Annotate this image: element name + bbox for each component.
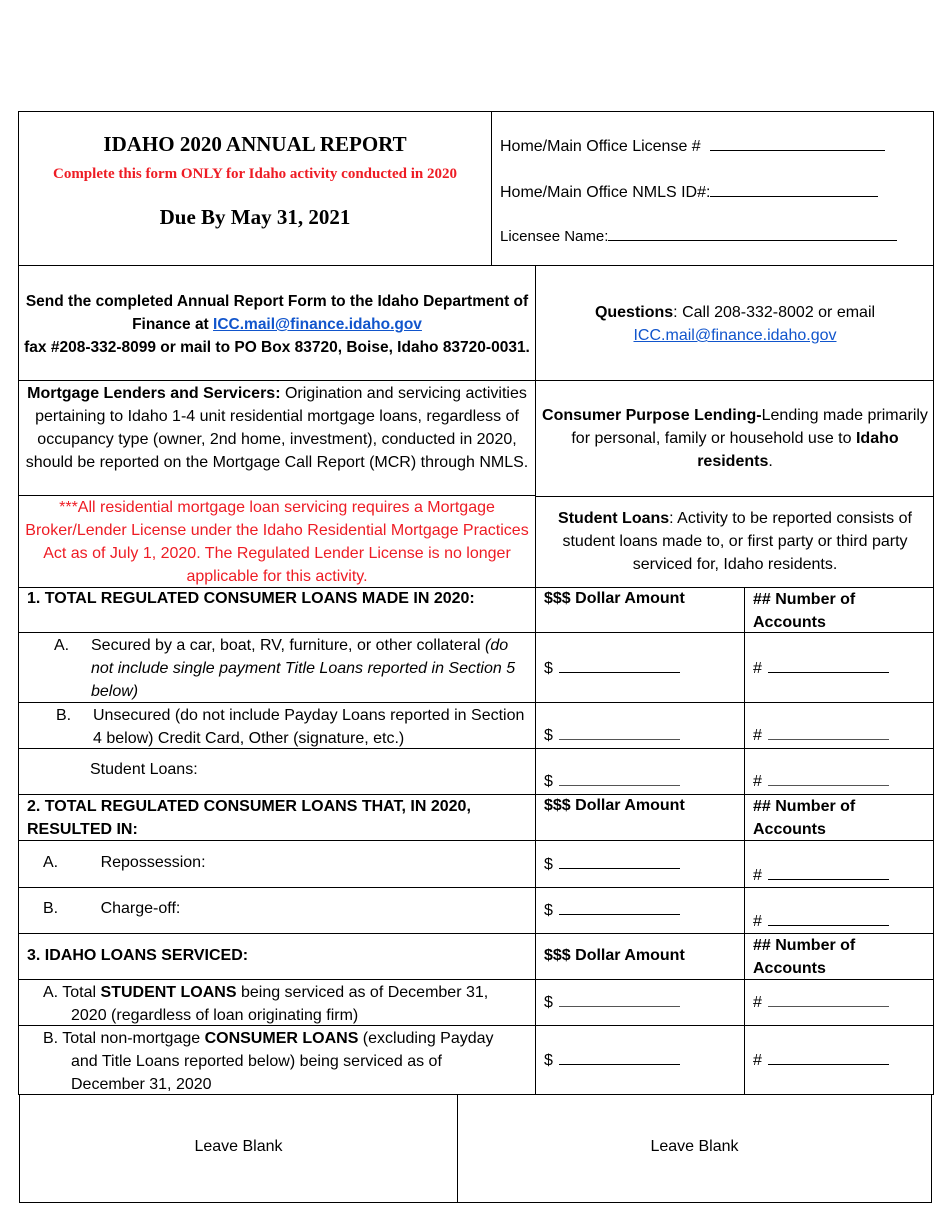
questions-email-link[interactable]: ICC.mail@finance.idaho.gov (633, 327, 837, 344)
section1-b-text: Unsecured (do not include Payday Loans reported in Section 4 below) Credit Card, Other (signature, etc.) (93, 707, 525, 747)
section3-b-dollar (544, 1050, 680, 1070)
section1-a-count (753, 658, 889, 678)
header-left (19, 132, 491, 230)
consumer-purpose-note (540, 404, 930, 473)
section1-b-count-field[interactable] (768, 725, 889, 740)
send-instructions (24, 290, 530, 359)
section3-title: 3. IDAHO LOANS SERVICED: (27, 947, 249, 964)
section2-a-count-field[interactable] (768, 865, 889, 880)
hash-sign: # (753, 727, 762, 744)
section3-a-post: being serviced as of December 31, 2020 (regardless of loan originating firm) (71, 984, 489, 1024)
section2-b-letter: B. (43, 900, 59, 917)
section1-student-label: Student Loans: (90, 761, 198, 778)
section3-row-b (43, 1027, 519, 1096)
nmls-label: Home/Main Office NMLS ID#: (500, 184, 711, 201)
license-row (500, 136, 930, 182)
hash-sign: # (753, 773, 762, 790)
questions-text: : Call 208-332-8002 or email (673, 304, 876, 321)
licensee-row (500, 226, 930, 245)
questions-label: Questions (594, 304, 674, 321)
section1-a-italic: (do not include single payment Title Loans reported in Section 5 below) (91, 637, 516, 700)
license-field[interactable] (710, 136, 885, 151)
dollar-sign: $ (544, 856, 553, 873)
section1-row-a (54, 634, 532, 703)
section2-b-count (753, 911, 889, 931)
section2-a-text: Repossession: (100, 854, 206, 871)
section3-b-post: (excluding Payday and Title Loans reported below) being serviced as of December 31, 2020 (71, 1030, 494, 1093)
section1-b-count (753, 725, 889, 745)
section2-row-b (43, 900, 180, 918)
section2-row-a (43, 854, 206, 872)
dollar-sign: $ (544, 773, 553, 790)
section1-a-dollar (544, 658, 680, 678)
dollar-sign: $ (544, 902, 553, 919)
send-email-link[interactable]: ICC.mail@finance.idaho.gov (213, 316, 422, 333)
hash-sign: # (753, 660, 762, 677)
send-line1: Send the completed Annual Report Form to the Idaho Department of Finance at (25, 293, 529, 333)
section3-b-bold: CONSUMER LOANS (204, 1030, 359, 1047)
footer-left-blank: Leave Blank (194, 1138, 283, 1155)
section3-dollar-header: $$$ Dollar Amount (544, 947, 685, 964)
questions-block (540, 301, 930, 347)
section3-a-bold: STUDENT LOANS (100, 984, 237, 1001)
mortgage-text: Origination and servicing activities pertaining to Idaho 1-4 unit residential mortgage loans, regardless of occupancy type (owner, 2nd home, investment), conducted in 2020, should be reported on the Mortgage Call Report (MCR) through NMLS. (25, 385, 529, 471)
hash-sign: # (753, 1052, 762, 1069)
section3-row-a (43, 981, 513, 1027)
section3-b-count-field[interactable] (768, 1050, 889, 1065)
header-right (500, 136, 930, 245)
due-date: Due By May 31, 2021 (159, 205, 351, 229)
section3-number-header: ## Number of Accounts (753, 937, 856, 977)
section3-a-pre: A. Total (43, 984, 101, 1001)
dollar-sign: $ (544, 660, 553, 677)
section1-b-letter: B. (56, 707, 72, 724)
section2-a-count (753, 865, 889, 885)
hash-sign: # (753, 913, 762, 930)
licensee-field[interactable] (608, 226, 897, 241)
section2-a-dollar (544, 854, 680, 874)
servicing-notice: ***All residential mortgage loan servicing requires a Mortgage Broker/Lender License under the Idaho Residential Mortgage Practices Act as of July 1, 2020. The Regulated Lender License is no longer applicable for this activity. (25, 499, 529, 585)
section1-dollar-header: $$$ Dollar Amount (544, 590, 685, 607)
section2-b-dollar (544, 900, 680, 920)
section3-b-count (753, 1050, 889, 1070)
section3-a-dollar-field[interactable] (559, 992, 680, 1007)
section3-b-pre: B. Total non-mortgage (43, 1030, 205, 1047)
hash-sign: # (753, 994, 762, 1011)
section1-student-dollar (544, 771, 680, 791)
section3-a-count (753, 992, 889, 1012)
section2-b-text: Charge-off: (100, 900, 181, 917)
section2-a-letter: A. (43, 854, 59, 871)
consumer-purpose-label: Consumer Purpose Lending- (542, 407, 762, 424)
section1-a-text: Secured by a car, boat, RV, furniture, or other collateral (91, 637, 485, 654)
student-def-text: : Activity to be reported consists of student loans made to, or first party or third party serviced for, Idaho residents. (562, 510, 912, 573)
section1-title: 1. TOTAL REGULATED CONSUMER LOANS MADE IN 2020: (27, 590, 475, 607)
section1-student-count-field[interactable] (768, 771, 889, 786)
hash-sign: # (753, 867, 762, 884)
mortgage-note (24, 382, 530, 474)
nmls-row (500, 182, 930, 226)
section3-a-dollar (544, 992, 680, 1012)
consumer-purpose-end: . (768, 453, 773, 470)
section1-a-count-field[interactable] (768, 658, 889, 673)
report-subtitle: Complete this form ONLY for Idaho activity conducted in 2020 (52, 166, 458, 182)
section3-a-count-field[interactable] (768, 992, 889, 1007)
section1-student-count (753, 771, 889, 791)
dollar-sign: $ (544, 1052, 553, 1069)
section2-b-count-field[interactable] (768, 911, 889, 926)
section2-dollar-header: $$$ Dollar Amount (544, 797, 685, 814)
mortgage-label: Mortgage Lenders and Servicers: (27, 385, 281, 402)
student-loans-note (540, 507, 930, 576)
footer-right-blank: Leave Blank (650, 1138, 739, 1155)
section2-a-dollar-field[interactable] (559, 854, 680, 869)
report-title: IDAHO 2020 ANNUAL REPORT (103, 132, 407, 156)
section1-a-letter: A. (54, 637, 70, 654)
section1-row-b (56, 704, 532, 750)
section1-student-dollar-field[interactable] (559, 771, 680, 786)
section1-number-header: ## Number of Accounts (753, 591, 856, 631)
section2-number-header: ## Number of Accounts (753, 798, 856, 838)
section3-b-dollar-field[interactable] (559, 1050, 680, 1065)
dollar-sign: $ (544, 727, 553, 744)
student-def-label: Student Loans (558, 510, 670, 527)
section2-b-dollar-field[interactable] (559, 900, 680, 915)
licensee-label: Licensee Name: (500, 228, 609, 245)
section1-b-dollar (544, 725, 680, 745)
section1-a-dollar-field[interactable] (559, 658, 680, 673)
dollar-sign: $ (544, 994, 553, 1011)
section2-title: 2. TOTAL REGULATED CONSUMER LOANS THAT, IN 2020, RESULTED IN: (27, 798, 471, 838)
nmls-field[interactable] (710, 182, 878, 197)
consumer-purpose-bold: Idaho residents (697, 430, 899, 470)
send-line2: fax #208-332-8099 or mail to PO Box 83720, Boise, Idaho 83720-0031. (24, 339, 530, 356)
license-label: Home/Main Office License # (500, 138, 701, 155)
section1-b-dollar-field[interactable] (559, 725, 680, 740)
consumer-purpose-text: Lending made primarily for personal, family or household use to (571, 407, 928, 447)
